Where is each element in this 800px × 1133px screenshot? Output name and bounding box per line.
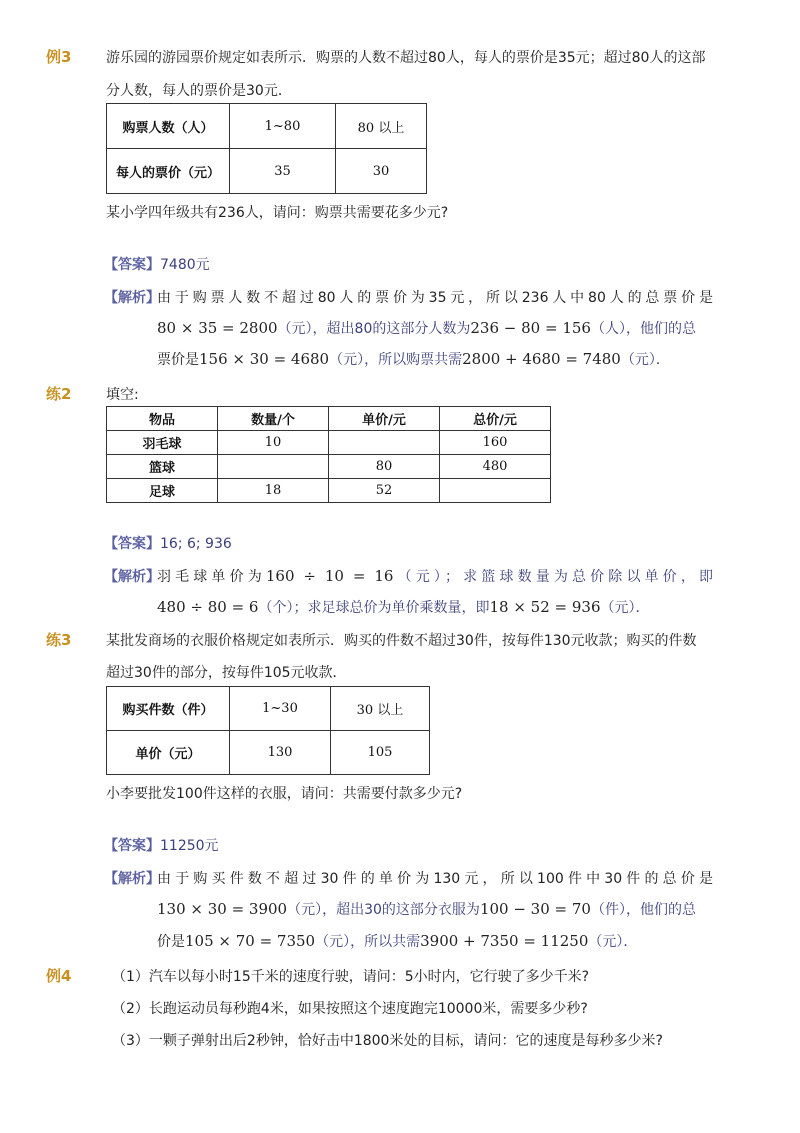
- example-3-analysis-line1: 由于购票人数不超过80人的票价为35元，所以236人中80人的总票价是: [157, 290, 713, 306]
- table-cell: 1~80: [230, 104, 336, 149]
- example-4-question-3: （3）一颗子弹射出后2秒钟，恰好击中1800米处的目标，请问：它的速度是每秒多少米?: [112, 1033, 663, 1049]
- example-3-tag: 例3: [46, 48, 72, 66]
- practice-3-text-line1: 某批发商场的衣服价格规定如表所示．购买的件数不超过30件，按每件130元收款；购买的件数: [106, 633, 697, 649]
- example-3-analysis-line2: 80 × 35 = 2800（元），超出80的这部分人数为236 − 80 = 156（人），他们的总: [157, 319, 696, 337]
- practice-3-analysis-line1: 由于购买件数不超过30件的单价为130元，所以100件中30件的总价是: [157, 871, 713, 887]
- table-cell: 105: [331, 731, 430, 775]
- example-3-question: 某小学四年级共有236人，请问：购票共需要花多少元?: [106, 205, 449, 221]
- table-cell: 购票人数（人）: [107, 104, 230, 149]
- practice-3-price-table: [106, 686, 430, 775]
- table-cell: 30 以上: [331, 687, 430, 731]
- table-cell: 35: [230, 149, 336, 194]
- practice-2-intro: 填空:: [106, 387, 139, 403]
- table-header-cell: 总价/元: [440, 407, 551, 431]
- practice-2-answer: [104, 533, 232, 553]
- analysis-label: 【解析】: [104, 290, 160, 306]
- example-3-text-line1: 游乐园的游园票价规定如表所示．购票的人数不超过80人，每人的票价是35元；超过80人的这部: [106, 50, 706, 66]
- answer-value: 11250元: [160, 838, 219, 854]
- example-3-answer: [104, 254, 210, 274]
- table-row: 羽毛球 10 160: [107, 431, 551, 455]
- answer-label: 【答案】: [104, 536, 160, 552]
- practice-2-analysis-line2: 480 ÷ 80 = 6（个）；求足球总价为单价乘数量，即18 × 52 = 936（元）．: [157, 598, 650, 616]
- answer-value: 16; 6; 936: [160, 536, 232, 552]
- answer-label: 【答案】: [104, 257, 160, 273]
- example-3-analysis-label: [104, 287, 160, 307]
- analysis-label: 【解析】: [104, 871, 160, 887]
- table-header-cell: 数量/个: [218, 407, 329, 431]
- practice-3-analysis-line3: 价是105 × 70 = 7350（元），所以共需3900 + 7350 = 11250（元）．: [157, 932, 638, 950]
- table-cell: 单价（元）: [107, 731, 230, 775]
- table-row: 足球 18 52: [107, 479, 551, 503]
- practice-3-analysis-line2: 130 × 30 = 3900（元），超出30的这部分衣服为100 − 30 = 70（件），他们的总: [157, 900, 696, 918]
- table-cell: 80 以上: [336, 104, 427, 149]
- practice-2-analysis-line1: 羽毛球单价为160 ÷ 10 = 16（元）；求篮球数量为总价除以单价，即: [157, 567, 714, 585]
- practice-2-tag: 练2: [46, 385, 72, 403]
- example-3-analysis-line3: 票价是156 × 30 = 4680（元），所以购票共需2800 + 4680 = 7480（元）．: [157, 350, 670, 368]
- practice-2-analysis-label: [104, 566, 160, 586]
- answer-label: 【答案】: [104, 838, 160, 854]
- example-4-question-1: （1）汽车以每小时15千米的速度行驶，请问：5小时内，它行驶了多少千米?: [112, 969, 590, 985]
- table-cell: 130: [230, 731, 331, 775]
- table-header-cell: 单价/元: [329, 407, 440, 431]
- table-cell: 30: [336, 149, 427, 194]
- answer-value: 7480元: [160, 257, 210, 273]
- practice-3-tag: 练3: [46, 631, 72, 649]
- practice-3-question: 小李要批发100件这样的衣服，请问：共需要付款多少元?: [106, 786, 463, 802]
- practice-3-answer: [104, 835, 219, 855]
- table-cell: 每人的票价（元）: [107, 149, 230, 194]
- example-3-price-table: [106, 103, 427, 194]
- example-4-question-2: （2）长跑运动员每秒跑4米，如果按照这个速度跑完10000米，需要多少秒?: [112, 1001, 588, 1017]
- table-row: 篮球 80 480: [107, 455, 551, 479]
- example-3-text-line2: 分人数，每人的票价是30元．: [106, 83, 292, 99]
- practice-3-text-line2: 超过30件的部分，按每件105元收款．: [106, 665, 347, 681]
- analysis-label: 【解析】: [104, 569, 160, 585]
- table-header-cell: 物品: [107, 407, 218, 431]
- example-4-tag: 例4: [46, 967, 72, 985]
- practice-2-table: [106, 406, 551, 503]
- table-cell: 1~30: [230, 687, 331, 731]
- practice-3-analysis-label: [104, 868, 160, 888]
- table-cell: 购买件数（件）: [107, 687, 230, 731]
